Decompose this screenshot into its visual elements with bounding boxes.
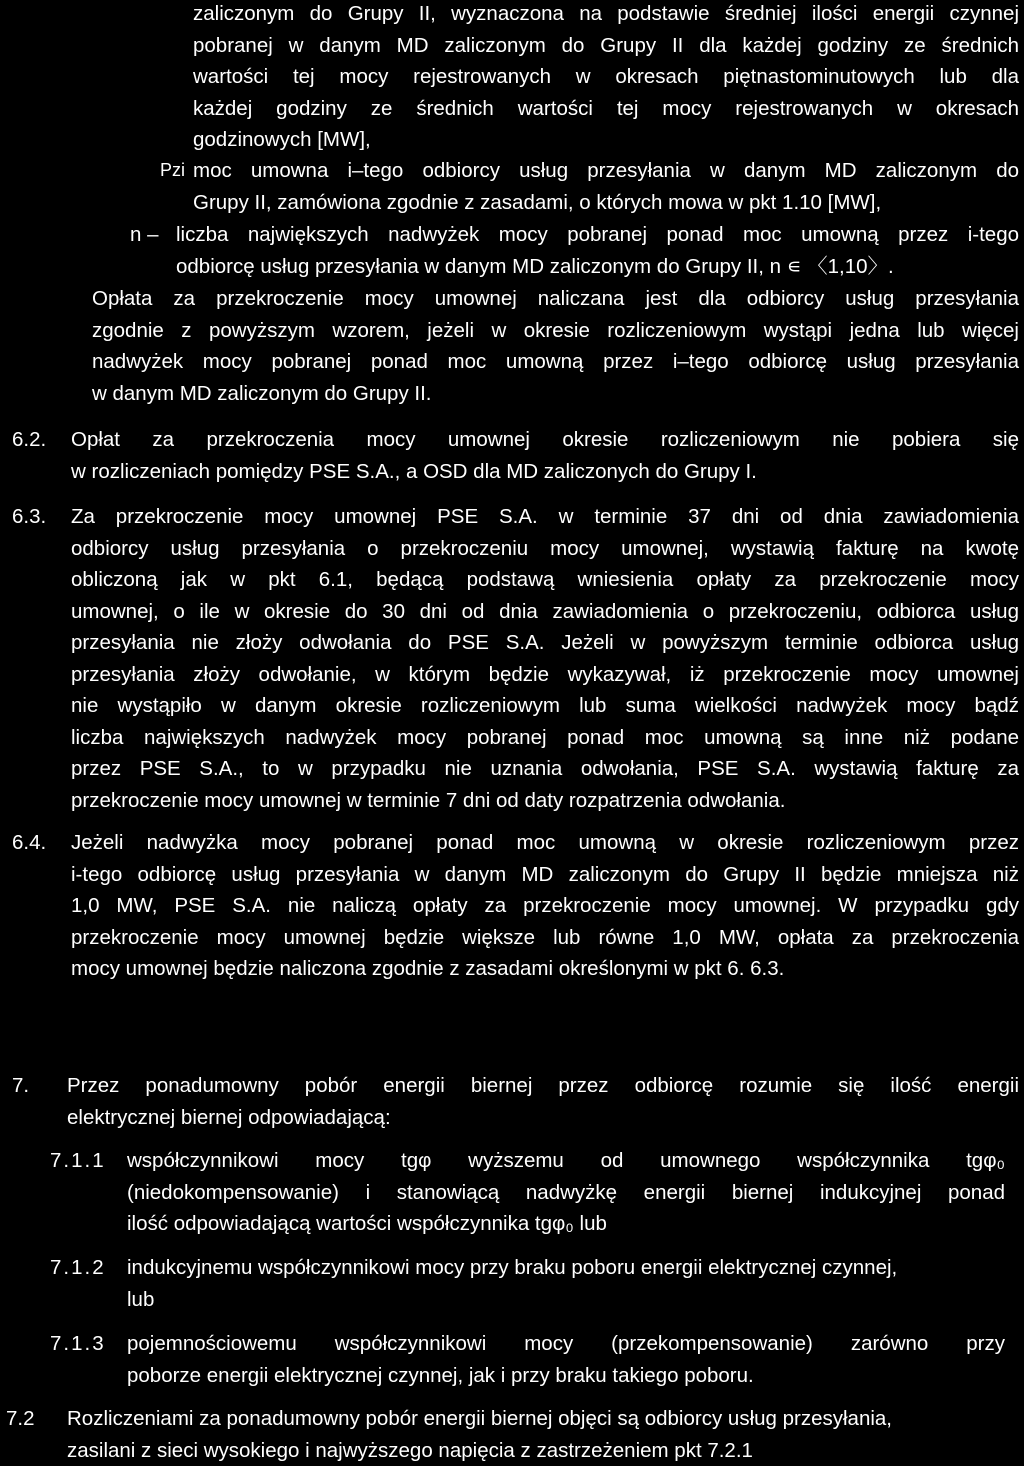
section-7-2-text [67,1403,1019,1466]
text-line: przesyłania nie złoży odwołania do PSE S.A. Jeżeli w powyższym terminie odbiorca usług [71,627,1019,659]
pzi-definition [193,155,1019,218]
text-line: Opłat za przekroczenia mocy umownej okresie rozliczeniowym nie pobiera się [71,424,1019,456]
subsection-number: 7.1.1 [50,1145,106,1177]
text-line: i-tego odbiorcę usług przesyłania w danym MD zaliczonym do Grupy II będzie mniejsza niż [71,859,1019,891]
text-line: przez PSE S.A., to w przypadku nie uznania odwołania, PSE S.A. wystawią fakturę za [71,753,1019,785]
text-line: przekroczenie mocy umownej będzie większe lub równe 1,0 MW, opłata za przekroczenia [71,922,1019,954]
text-line: Opłata za przekroczenie mocy umownej naliczana jest dla odbiorcy usług przesyłania [92,283,1019,315]
n-symbol: n – [130,219,159,251]
definition-continuation [193,0,1019,156]
text-line: pobranej w danym MD zaliczonym do Grupy II dla każdej godziny ze średnich [193,30,1019,62]
subsection-7-1-3-text [127,1328,1005,1391]
subsection-7-1-2-text [127,1252,1007,1315]
text-line: każdej godziny ze średnich wartości tej mocy rejestrowanych w okresach [193,93,1019,125]
subsection-number: 7.1.3 [50,1328,106,1360]
text-line: poborze energii elektrycznej czynnej, jak i przy braku takiego poboru. [127,1360,1005,1392]
section-number: 7.2 [6,1403,35,1435]
subsection-number: 7.1.2 [50,1252,106,1284]
text-line: przekroczenie mocy umownej w terminie 7 dni od daty rozpatrzenia odwołania. [71,785,1019,817]
section-7-text [67,1070,1019,1133]
text-line: Przez ponadumowny pobór energii biernej przez odbiorcę rozumie się ilość energii [67,1070,1019,1102]
text-line: mocy umownej będzie naliczona zgodnie z zasadami określonymi w pkt 6. 6.3. [71,953,1019,985]
section-number: 6.4. [12,827,46,859]
section-number: 6.2. [12,424,46,456]
text-line: pojemnościowemu współczynnikowi mocy (przekompensowanie) zarówno przy [127,1328,1005,1360]
subsection-7-1-1-text [127,1145,1005,1240]
n-definition [176,219,1019,282]
text-line: odbiorcę usług przesyłania w danym MD zaliczonym do Grupy II, n ∊ 〈1,10〉. [176,251,1019,283]
text-line: wartości tej mocy rejestrowanych w okresach piętnastominutowych lub dla [193,61,1019,93]
text-line: umownej, o ile w okresie do 30 dni od dnia zawiadomienia o przekroczeniu, odbiorca usług [71,596,1019,628]
text-line: liczba największych nadwyżek mocy pobranej ponad moc umowną przez i-tego [176,219,1019,251]
text-line: (niedokompensowanie) i stanowiącą nadwyżkę energii biernej indukcyjnej ponad [127,1177,1005,1209]
text-line: zaliczonym do Grupy II, wyznaczona na podstawie średniej ilości energii czynnej [193,0,1019,30]
pzi-symbol: Pzi [160,155,185,187]
text-line: współczynnikowi mocy tgφ wyższemu od umownego współczynnika tgφ₀ [127,1145,1005,1177]
text-line: zgodnie z powyższym wzorem, jeżeli w okresie rozliczeniowym wystąpi jedna lub więcej [92,315,1019,347]
text-line: w rozliczeniach pomiędzy PSE S.A., a OSD dla MD zaliczonych do Grupy I. [71,456,1019,488]
text-line: moc umowna i–tego odbiorcy usług przesyłania w danym MD zaliczonym do [193,155,1019,187]
text-line: ilość odpowiadającą wartości współczynnika tgφ₀ lub [127,1208,1005,1240]
text-line: w danym MD zaliczonym do Grupy II. [92,378,1019,410]
text-line: przesyłania złoży odwołanie, w którym będzie wykazywał, iż przekroczenie mocy umownej [71,659,1019,691]
section-number: 6.3. [12,501,46,533]
text-line: odbiorcy usług przesyłania o przekroczeniu mocy umownej, wystawią fakturę na kwotę [71,533,1019,565]
text-line: nadwyżek mocy pobranej ponad moc umowną przez i–tego odbiorcę usług przesyłania [92,346,1019,378]
section-6-4-text [71,827,1019,985]
text-line: liczba największych nadwyżek mocy pobranej ponad moc umowną są inne niż podane [71,722,1019,754]
section-number: 7. [12,1070,29,1102]
text-line: Grupy II, zamówiona zgodnie z zasadami, o których mowa w pkt 1.10 [MW], [193,187,1019,219]
text-line: indukcyjnemu współczynnikowi mocy przy braku poboru energii elektrycznej czynnej, [127,1252,1007,1284]
text-line: Rozliczeniami za ponadumowny pobór energii biernej objęci są odbiorcy usług przesyłania, [67,1403,1019,1435]
fee-paragraph [92,283,1019,409]
text-line: nie wystąpiło w danym okresie rozliczeniowym lub suma wielkości nadwyżek mocy bądź [71,690,1019,722]
text-line: godzinowych [MW], [193,124,1019,156]
text-line: Za przekroczenie mocy umownej PSE S.A. w terminie 37 dni od dnia zawiadomienia [71,501,1019,533]
text-line: elektrycznej biernej odpowiadającą: [67,1102,1019,1134]
section-6-2-text [71,424,1019,487]
text-line: zasilani z sieci wysokiego i najwyższego napięcia z zastrzeżeniem pkt 7.2.1 [67,1435,1019,1466]
text-line: Jeżeli nadwyżka mocy pobranej ponad moc umowną w okresie rozliczeniowym przez [71,827,1019,859]
text-line: obliczoną jak w pkt 6.1, będącą podstawą wniesienia opłaty za przekroczenie mocy [71,564,1019,596]
section-6-3-text [71,501,1019,816]
text-line: lub [127,1284,1007,1316]
text-line: 1,0 MW, PSE S.A. nie naliczą opłaty za przekroczenie mocy umownej. W przypadku gdy [71,890,1019,922]
